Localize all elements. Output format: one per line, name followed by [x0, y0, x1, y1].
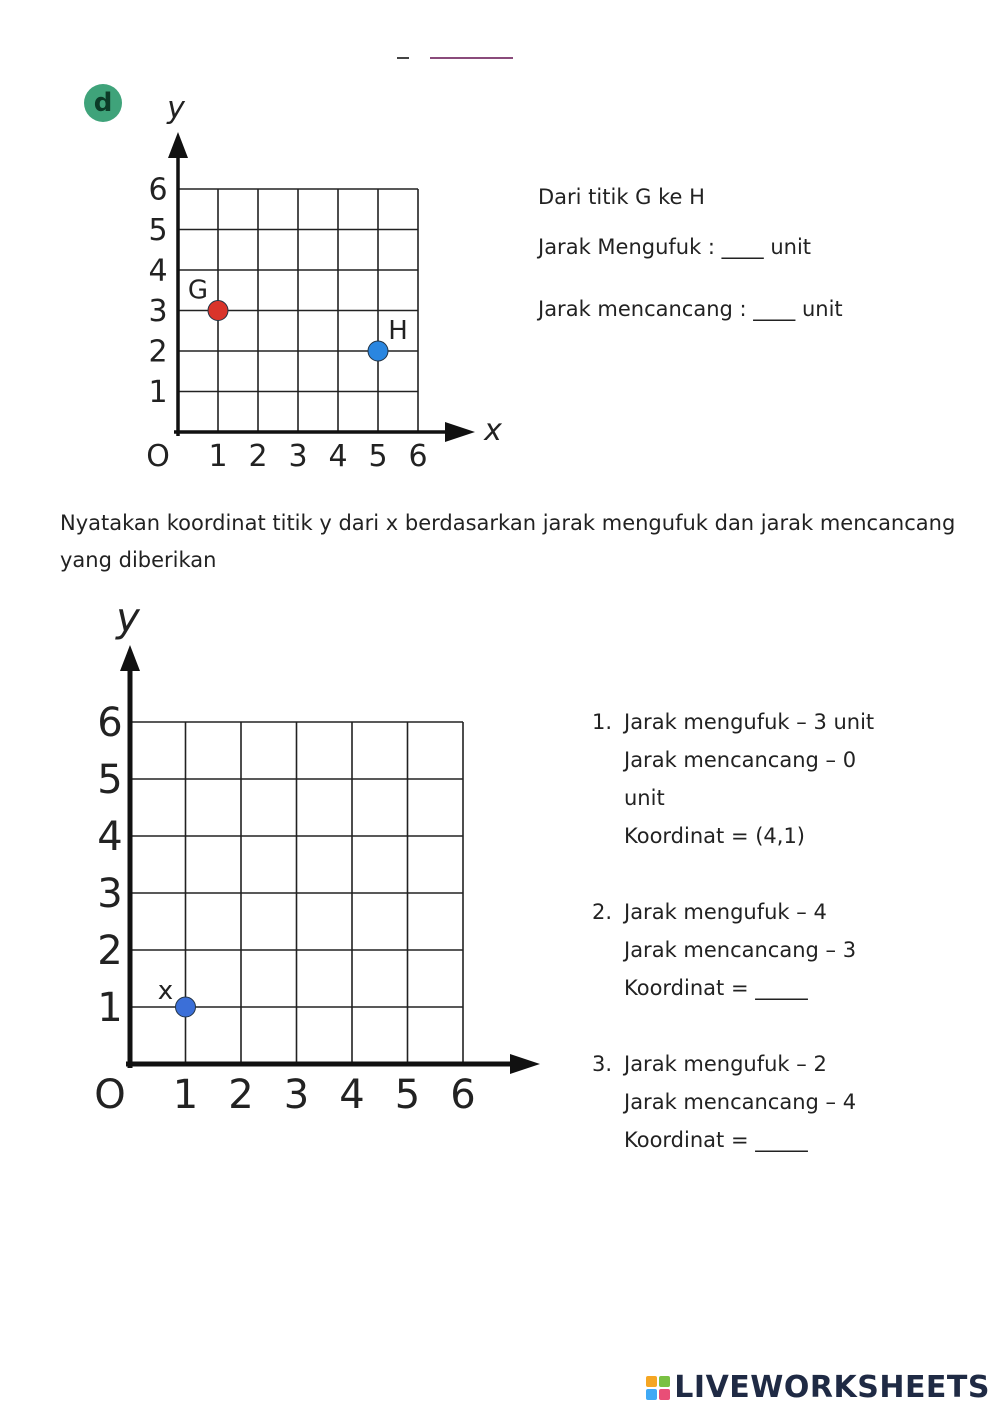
question-lines — [624, 703, 922, 855]
question-d-line1: Dari titik G ke H — [538, 185, 705, 209]
question-line: Koordinat = _____ — [624, 1128, 808, 1152]
logo-icon — [646, 1376, 670, 1400]
question-d-vertical: Jarak mencancang : ____ unit — [538, 297, 843, 321]
graph-point-x — [60, 585, 555, 1130]
point-h — [368, 341, 388, 361]
question-lines — [624, 893, 922, 1007]
x-tick-label: 6 — [408, 439, 428, 474]
y-tick-label: 3 — [97, 871, 123, 917]
question-badge: d — [84, 84, 122, 122]
point-x — [176, 997, 196, 1017]
question-d-horizontal: Jarak Mengufuk : ____ unit — [538, 235, 812, 259]
question-number: 1. — [592, 710, 613, 734]
x-tick-label: 2 — [228, 1072, 254, 1118]
question-lines — [624, 1045, 922, 1159]
y-tick-label: 5 — [148, 213, 168, 248]
question-line: Jarak mencancang – 0 — [624, 748, 857, 772]
x-tick-label: 5 — [368, 439, 388, 474]
x-axis-label: x — [484, 413, 502, 448]
y-tick-label: 6 — [97, 700, 123, 746]
point-label-x: x — [157, 976, 174, 1006]
y-tick-label: 5 — [97, 757, 123, 803]
question-line: unit — [624, 786, 665, 810]
top-scan-mark — [395, 50, 515, 62]
y-tick-label: 4 — [97, 814, 123, 860]
point-label-g: G — [187, 275, 209, 306]
question-line: Koordinat = (4,1) — [624, 824, 805, 848]
instruction-text: Nyatakan koordinat titik y dari x berdasarkan jarak mengufuk dan jarak mencancang yang diberikan — [60, 511, 956, 572]
x-tick-label: 3 — [283, 1072, 310, 1118]
graph-g-h — [130, 80, 530, 480]
origin-label: O — [146, 439, 170, 474]
y-tick-label: 2 — [148, 334, 168, 370]
x-tick-label: 5 — [394, 1072, 421, 1118]
question-line: Jarak mencancang – 4 — [624, 1090, 857, 1114]
x-tick-label: 3 — [288, 439, 308, 474]
question-number: 3. — [592, 1052, 613, 1076]
question-line: Jarak mengufuk – 2 — [624, 1052, 827, 1076]
y-axis-label: y — [167, 91, 185, 126]
x-tick-label: 2 — [248, 439, 268, 474]
y-axis-label: y — [116, 595, 140, 641]
question-line: Koordinat = _____ — [624, 976, 808, 1000]
question-number: 2. — [592, 900, 613, 924]
liveworksheets-logo — [646, 1370, 990, 1405]
question-item — [592, 1045, 922, 1159]
question-line: Jarak mencancang – 3 — [624, 938, 857, 962]
x-tick-label: 6 — [450, 1072, 476, 1118]
x-axis-arrow — [445, 422, 475, 442]
question-line: Jarak mengufuk – 3 unit — [624, 710, 875, 734]
question-line: Jarak mengufuk – 4 — [624, 900, 827, 924]
y-tick-label: 2 — [97, 928, 123, 974]
point-label-h: H — [388, 316, 408, 346]
y-tick-label: 1 — [97, 985, 123, 1031]
x-tick-label: 4 — [328, 439, 348, 474]
y-tick-label: 6 — [148, 172, 168, 208]
x-axis-arrow — [510, 1054, 540, 1074]
x-tick-label: 1 — [208, 439, 228, 474]
point-g — [208, 301, 228, 321]
x-tick-label: 4 — [339, 1072, 365, 1118]
logo-text: LIVEWORKSHEETS — [674, 1370, 990, 1405]
y-tick-label: 3 — [148, 294, 168, 329]
y-tick-label: 1 — [148, 375, 168, 410]
question-item — [592, 893, 922, 1007]
origin-label: O — [94, 1072, 126, 1118]
y-tick-label: 4 — [148, 253, 168, 289]
x-tick-label: 1 — [172, 1072, 199, 1118]
y-axis-arrow — [120, 645, 140, 671]
y-axis-arrow — [168, 132, 188, 158]
question-list — [592, 703, 922, 1197]
question-item — [592, 703, 922, 855]
